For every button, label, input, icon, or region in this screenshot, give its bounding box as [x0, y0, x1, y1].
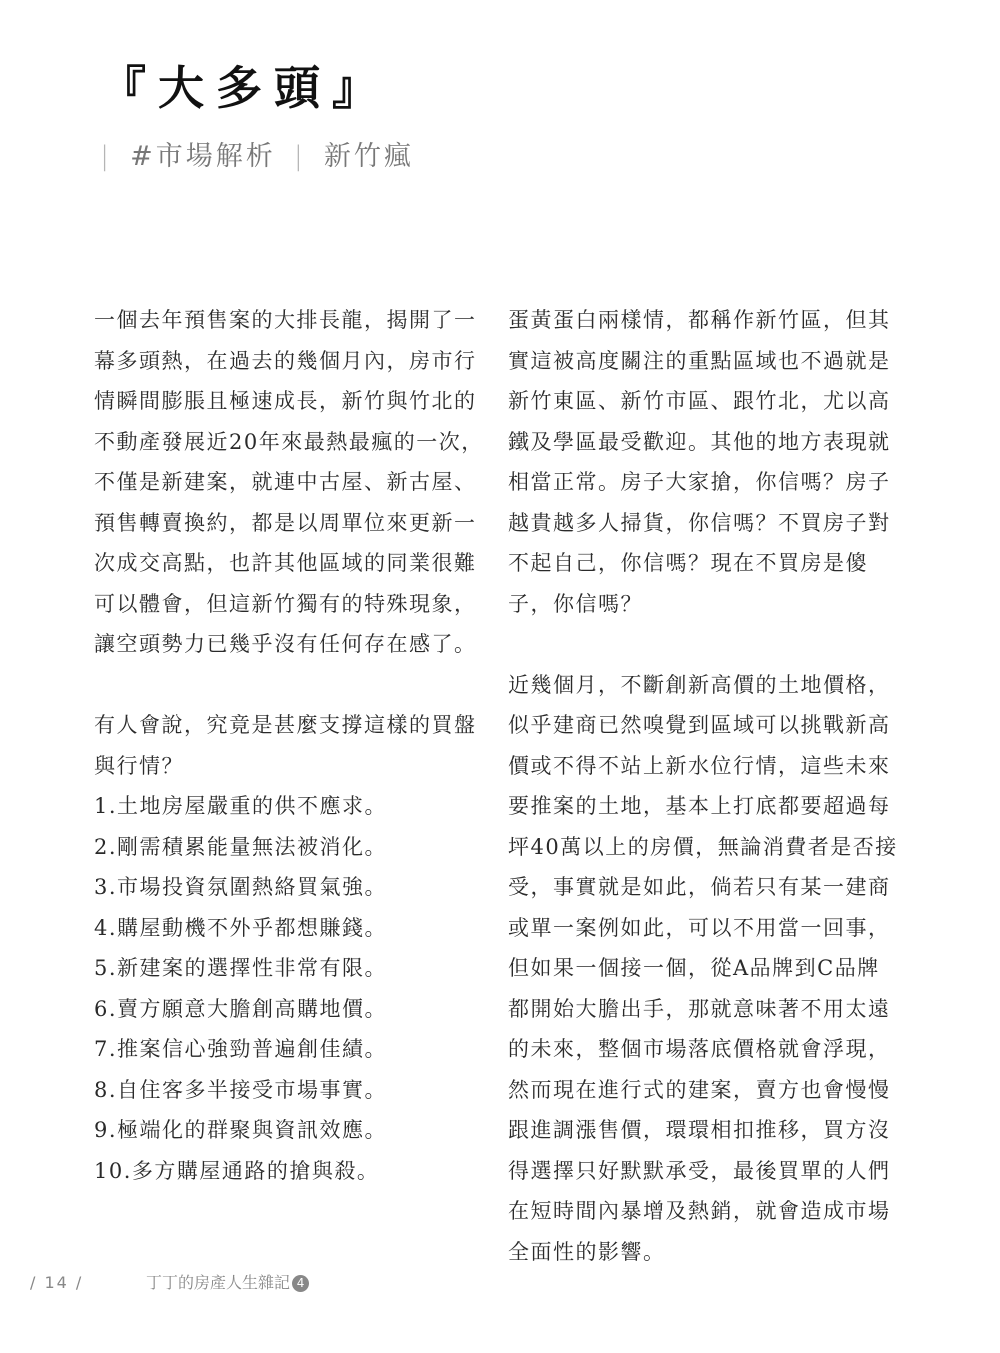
article-title: 『大多頭』: [100, 61, 390, 115]
list-item: 8.自住客多半接受市場事實。: [94, 1077, 388, 1102]
book-title: 丁丁的房產人生雜記: [146, 1273, 291, 1292]
list-item: 5.新建案的選擇性非常有限。: [94, 956, 388, 980]
list-item: 7.推案信心強勁普遍創佳績。: [94, 1037, 388, 1061]
list-item: 3.市場投資氛圍熱絡買氣強。: [94, 875, 388, 899]
tag-line: [100, 134, 432, 173]
tag-market-analysis: #市場解析: [130, 141, 276, 172]
list-item: 2.剛需積累能量無法被消化。: [94, 834, 388, 859]
reasons-list: [94, 786, 484, 1191]
list-item: 6.賣方願意大膽創高購地價。: [94, 996, 388, 1021]
district-paragraph: 蛋黃蛋白兩樣情，都稱作新竹區，但其實這被高度關注的重點區域也不過就是新竹東區、新竹市區、跟竹北，尤以高鐵及學區最受歡迎。其他的地方表現就相當正常。房子大家搶，你信嗎？房子越貴越多人掃貨，你信嗎？不買房子對不起自己，你信嗎？現在不買房是傻子，你信嗎？: [508, 308, 891, 616]
right-column: [508, 300, 898, 1272]
intro-paragraph: 一個去年預售案的大排長龍，揭開了一幕多頭熱，在過去的幾個月內，房市行情瞬間膨脹且極速成長，新竹與竹北的不動產發展近20年來最熱最瘋的一次，不僅是新建案，就連中古屋、新古屋、預售轉賣換約，都是以周單位來更新一次成交高點，也許其他區域的同業很難可以體會，但這新竹獨有的特殊現象，讓空頭勢力已幾乎沒有任何存在感了。: [94, 308, 484, 656]
page-number: / 14 /: [30, 1273, 84, 1292]
list-item: 9.極端化的群聚與資訊效應。: [94, 1118, 388, 1142]
list-item: 4.購屋動機不外乎都想賺錢。: [94, 915, 388, 940]
list-item: 10.多方購屋通路的搶與殺。: [94, 1158, 380, 1183]
question-paragraph: 有人會說，究竟是甚麼支撐這樣的買盤與行情？: [94, 713, 477, 778]
left-column: [94, 300, 484, 1191]
list-item: 1.土地房屋嚴重的供不應求。: [94, 794, 388, 818]
tag-divider: |: [100, 141, 113, 172]
volume-badge: 4: [292, 1275, 309, 1292]
land-price-paragraph: 近幾個月，不斷創新高價的土地價格，似乎建商已然嗅覺到區域可以挑戰新高價或不得不站上新水位行情，這些未來要推案的土地，基本上打底都要超過每坪40萬以上的房價，無論消費者是否接受，事實就是如此，倘若只有某一建商或單一案例如此，可以不用當一回事，但如果一個接一個，從A品牌到C品牌都開始大膽出手，那就意味著不用太遠的未來，整個市場落底價格就會浮現，然而現在進行式的建案，賣方也會慢慢跟進調漲售價，環環相扣推移，買方沒得選擇只好默默承受，最後買單的人們在短時間內暴增及熱銷，就會造成市場全面性的影響。: [508, 672, 898, 1264]
page-footer: [30, 1270, 309, 1293]
tag-hsinchu: 新竹瘋: [323, 141, 414, 172]
tag-divider: |: [293, 141, 306, 172]
